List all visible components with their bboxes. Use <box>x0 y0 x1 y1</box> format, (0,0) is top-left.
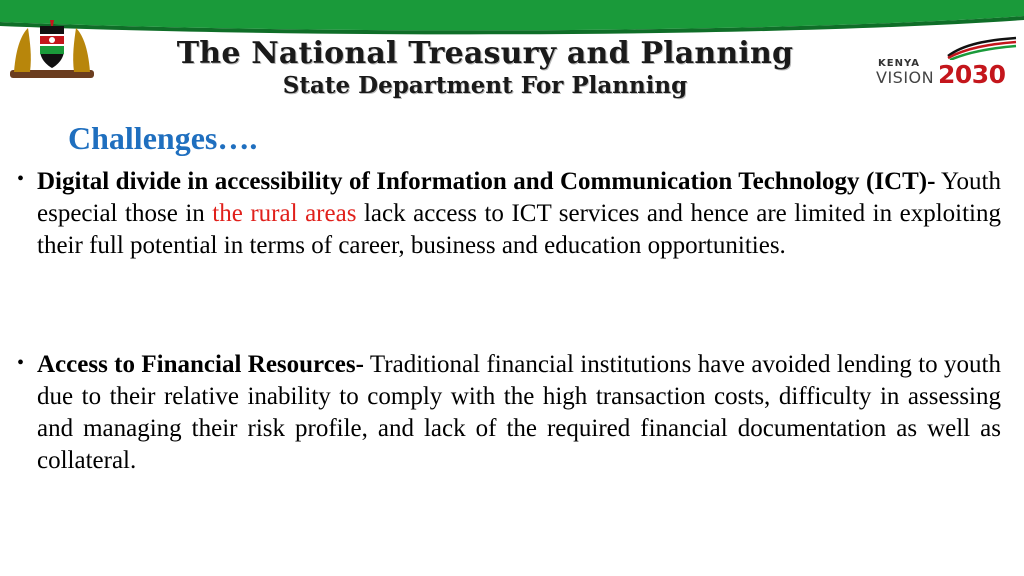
bullet-text: lack access to ICT services and hence are limited in exploiting their full potential in terms of career, business and education opportunities. <box>37 200 1001 259</box>
bullet-text: Youth especial those in <box>37 168 1001 227</box>
bullet-bold-text: Access to Financial Resources- <box>37 351 364 378</box>
vision-year-text: 2030 <box>938 60 1006 89</box>
bullet-text: Traditional financial institutions have avoided lending to youth due to their relative inability to comply with the high transaction costs, difficulty in assessing and managing their risk profile, and lack of the required financial documentation as well as collateral. <box>37 351 1001 474</box>
bullet-dot: • <box>17 168 25 190</box>
vision-2030-flag-icon <box>944 36 1020 60</box>
header-title: The National Treasury and Planning <box>176 36 794 71</box>
bullet-dot: • <box>17 352 25 374</box>
bullet-bold-text: Digital divide in accessibility of Information and Communication Technology (ICT)- <box>37 168 936 195</box>
vision-2030-logo <box>872 36 1022 89</box>
header-subtitle: State Department For Planning <box>282 72 688 99</box>
vision-kenya-text: KENYA <box>878 58 920 69</box>
slide-heading: Challenges…. <box>68 120 258 156</box>
vision-text: VISION <box>876 68 935 87</box>
bullet-highlight-text: the rural areas <box>212 200 357 227</box>
bullet-digital-divide <box>37 166 1001 262</box>
bullet-financial-resources <box>37 349 1001 477</box>
